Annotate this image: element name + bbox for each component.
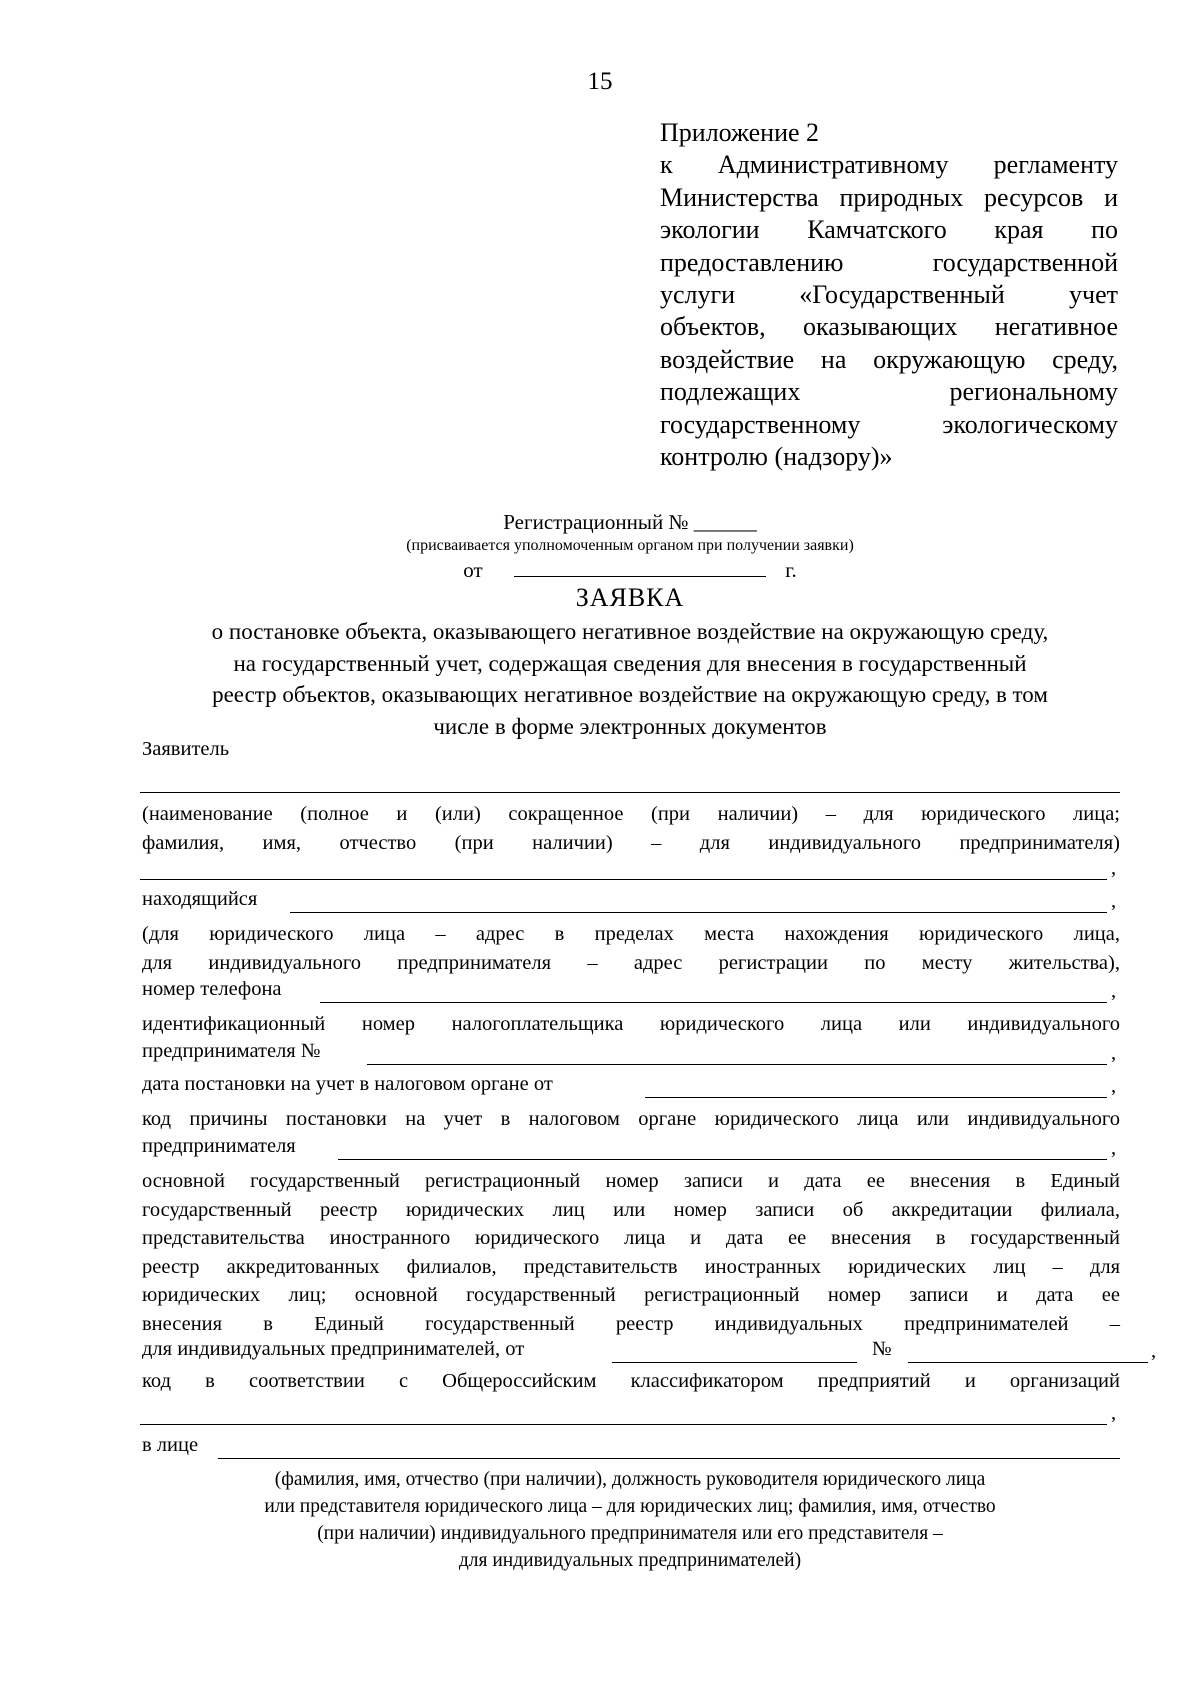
appendix-last-line: контролю (надзору)» — [660, 442, 893, 472]
ogrn-text-line: юридических лиц; основной государственный регистрационный номер записи и дата ее — [142, 1284, 1120, 1306]
applicant-name-field[interactable] — [140, 792, 1120, 793]
inn-text: идентификационный номер налогоплательщика юридического лица или индивидуального — [142, 1013, 1120, 1035]
ogrn-text-line: внесения в Единый государственный реестр индивидуальных предпринимателей – — [142, 1312, 1120, 1335]
appendix-header — [660, 117, 1118, 473]
subtitle-line: о постановке объекта, оказывающего негативное воздействие на окружающую среду, — [211, 619, 1049, 644]
document-title: ЗАЯВКА — [575, 583, 685, 612]
note-line: (при наличии) индивидуального предпринимателя или его представителя – — [317, 1523, 943, 1544]
tax-date-field[interactable] — [645, 1097, 1107, 1098]
appendix-line: подлежащих региональному — [660, 377, 1118, 407]
comma: , — [1111, 1075, 1117, 1097]
location-field[interactable] — [290, 912, 1107, 913]
kpp-text: код причины постановки на учет в налоговом органе юридического лица или индивидуального — [142, 1108, 1120, 1130]
applicant-name-continuation-field[interactable] — [140, 879, 1107, 880]
representative-note — [140, 1466, 1120, 1574]
inn-line — [142, 1010, 1120, 1039]
registration-date-line — [140, 558, 1120, 583]
registration-number-blank[interactable]: ______ — [693, 510, 757, 534]
comma: , — [1111, 1402, 1117, 1424]
comma: , — [1111, 857, 1117, 879]
ogrn-paragraph — [142, 1167, 1120, 1338]
ogrn-number-field[interactable] — [908, 1362, 1148, 1363]
inn-field[interactable] — [367, 1064, 1107, 1065]
located-label: находящийся — [142, 888, 258, 910]
registration-note: (присваивается уполномоченным органом при получении заявки) — [406, 537, 854, 554]
comma: , — [1111, 1137, 1117, 1159]
kpp-field[interactable] — [338, 1159, 1107, 1160]
ogrn-date-field[interactable] — [612, 1362, 857, 1363]
okpo-text: код в соответствии с Общероссийским классификатором предприятий и организаций — [142, 1370, 1120, 1392]
registration-date-field[interactable] — [514, 558, 766, 577]
hint-line: для индивидуального предпринимателя – адрес регистрации по месту жительства), — [142, 951, 1120, 974]
comma: , — [1111, 980, 1117, 1002]
comma: , — [1111, 890, 1117, 912]
appendix-line: воздействие на окружающую среду, — [660, 344, 1118, 374]
ogrn-text-line: реестр аккредитованных филиалов, представительств иностранных юридических лиц – для — [142, 1255, 1120, 1278]
note-line: (фамилия, имя, отчество (при наличии), должность руководителя юридического лица — [274, 1469, 986, 1490]
tax-date-label: дата постановки на учет в налоговом органе от — [142, 1073, 553, 1095]
hint-line: (для юридического лица – адрес в пределах места нахождения юридического лица, — [142, 923, 1120, 945]
comma: , — [1111, 1042, 1117, 1064]
subtitle-line: числе в форме электронных документов — [433, 713, 827, 739]
phone-field[interactable] — [320, 1002, 1107, 1003]
address-hint — [142, 920, 1120, 977]
appendix-title: Приложение 2 — [660, 118, 820, 147]
registration-from-label: от — [463, 558, 483, 582]
registration-label: Регистрационный № — [503, 510, 689, 534]
appendix-line: к Административному регламенту — [660, 150, 1118, 180]
kpp-label: предпринимателя — [142, 1135, 296, 1157]
appendix-line: услуги «Государственный учет — [660, 280, 1118, 310]
comma: , — [1151, 1340, 1157, 1362]
representative-field[interactable] — [218, 1458, 1120, 1459]
subtitle-line: реестр объектов, оказывающих негативное воздействие на окружающую среду, в том — [212, 682, 1048, 707]
inn-label: предпринимателя № — [142, 1040, 321, 1062]
page-number: 15 — [587, 68, 613, 95]
appendix-line: Министерства природных ресурсов и — [660, 182, 1118, 212]
okpo-line — [142, 1367, 1120, 1396]
ogrn-from-label: для индивидуальных предпринимателей, от — [142, 1338, 525, 1360]
kpp-line — [142, 1105, 1120, 1134]
appendix-line: предоставлению государственной — [660, 247, 1118, 277]
ogrn-text-line: представительства иностранного юридического лица и дата ее внесения в государственный — [142, 1227, 1120, 1249]
ogrn-text-line: государственный реестр юридических лиц или номер записи об аккредитации филиала, — [142, 1198, 1120, 1221]
registration-year-suffix: г. — [785, 558, 797, 582]
hint-line: (наименование (полное и (или) сокращенное (при наличии) – для юридического лица; — [142, 803, 1120, 825]
applicant-name-hint — [142, 800, 1120, 857]
note-line: для индивидуальных предпринимателей) — [458, 1550, 802, 1571]
applicant-label: Заявитель — [142, 738, 230, 760]
okpo-field[interactable] — [140, 1424, 1107, 1425]
ogrn-number-sign: № — [872, 1338, 892, 1360]
ogrn-text-line: основной государственный регистрационный номер записи и дата ее внесения в Единый — [142, 1170, 1120, 1192]
appendix-line: экологии Камчатского края по — [660, 215, 1118, 245]
registration-number-line — [140, 510, 1120, 535]
document-subtitle — [140, 616, 1120, 742]
appendix-line: государственному экологическому — [660, 409, 1118, 439]
note-line: или представителя юридического лица – для юридических лиц; фамилия, имя, отчество — [264, 1496, 996, 1517]
in-person-label: в лице — [142, 1434, 199, 1456]
phone-label: номер телефона — [142, 978, 282, 1000]
appendix-line: объектов, оказывающих негативное — [660, 312, 1118, 342]
hint-line: фамилия, имя, отчество (при наличии) – для индивидуального предпринимателя) — [142, 831, 1120, 854]
appendix-body — [660, 149, 1118, 473]
subtitle-line: на государственный учет, содержащая сведения для внесения в государственный — [233, 650, 1027, 676]
